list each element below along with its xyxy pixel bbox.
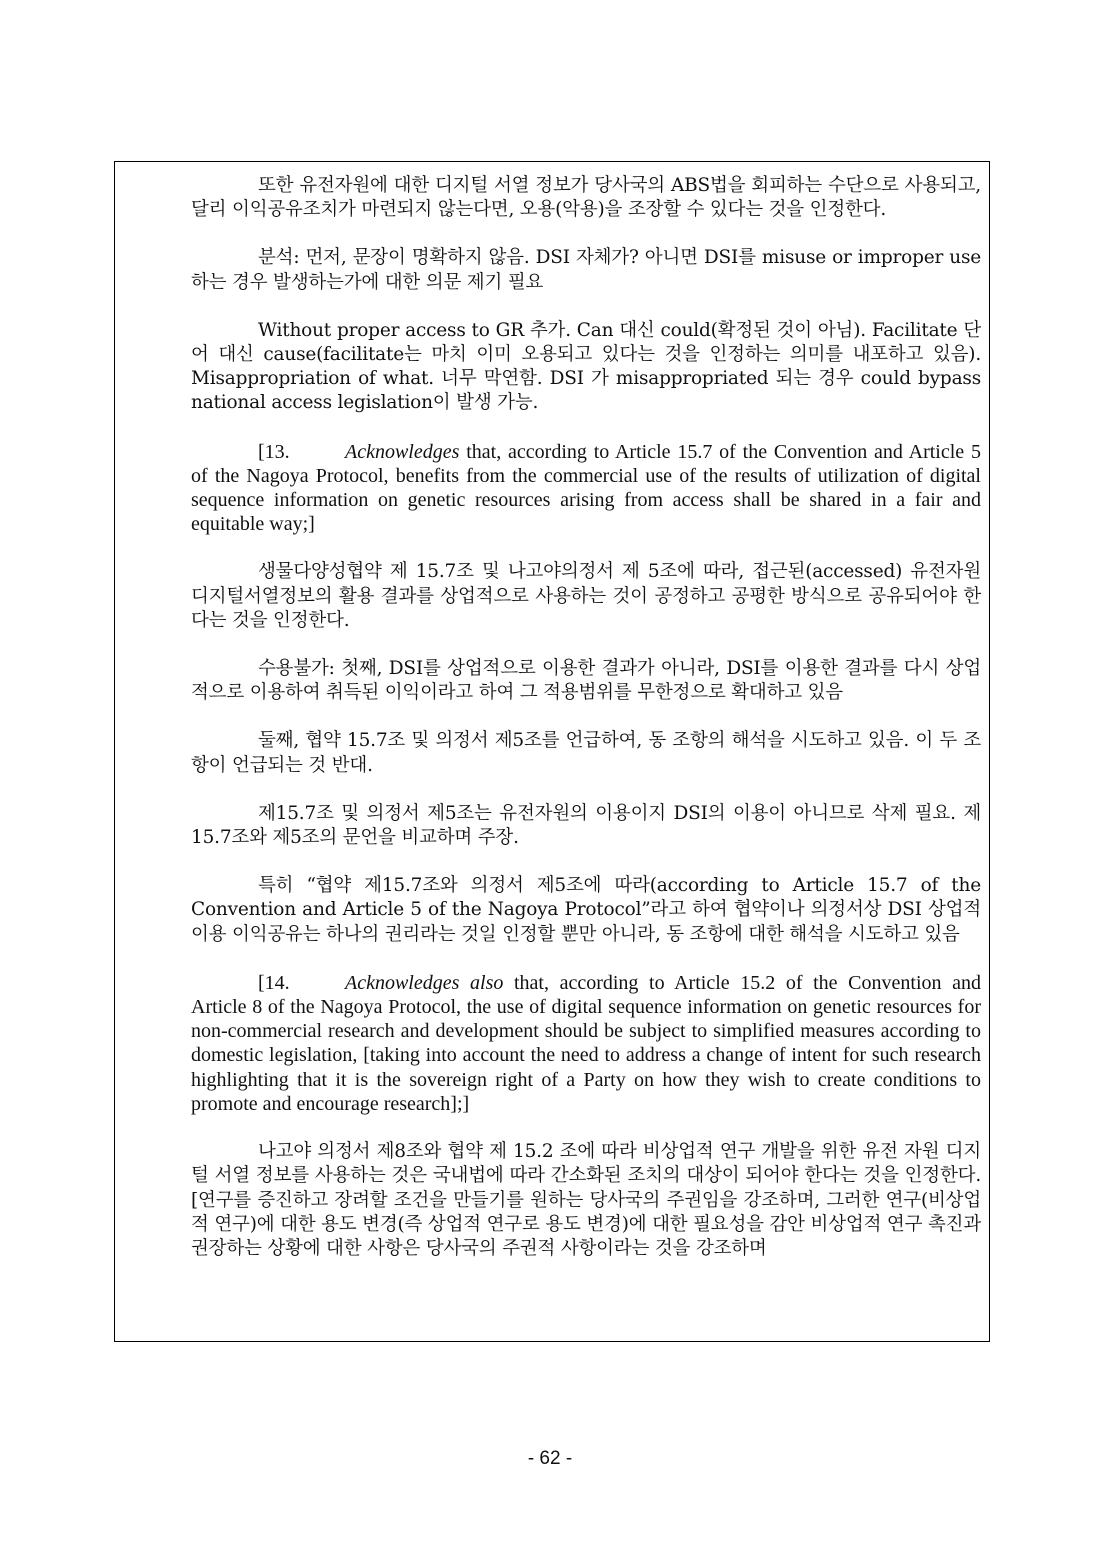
page-number: - 62 - xyxy=(527,1448,573,1469)
paragraph-13-translation: 생물다양성협약 제 15.7조 및 나고야의정서 제 5조에 따라, 접근된(accessed) 유전자원 디지털서열정보의 활용 결과를 상업적으로 사용하는 것이 공정하고 공평한 방식으로 공유되어야 한다는 것을 인정한다. xyxy=(191,561,981,631)
paragraph-body: that, according to Article 15.2 of the Convention and Article 8 of the Nagoya Protocol, the use of digital sequence information on genetic resources for non-commercial research and development should be subject to simplified measures according to domestic legislation, [taking into account the need to address a change of intent for such research highlighting that it is the sovereign right of a Party on how they wish to create conditions to promote and encourage research];] xyxy=(191,971,981,1115)
operative-verb: Acknowledges also xyxy=(345,971,504,994)
paragraph-ko-acknowledge-misuse: 또한 유전자원에 대한 디지털 서열 정보가 당사국의 ABS법을 회피하는 수단으로 사용되고, 달리 이익공유조치가 마련되지 않는다면, 오용(악용)을 조장할 수 있다는 것을 인정한다. xyxy=(191,175,981,221)
paragraph-wording-comments: Without proper access to GR 추가. Can 대신 could(확정된 것이 아님). Facilitate 단어 대신 cause(facilitate는 마치 이미 오용되고 있다는 것을 인정하는 의미를 내포하고 있음). Misappropriation of what. 너무 막연함. DSI 가 misappropriated 되는 경우 could bypass national access legislation이 발생 가능. xyxy=(191,319,981,414)
document-body xyxy=(191,174,981,1285)
paragraph-delete-needed: 제15.7조 및 의정서 제5조는 유전자원의 이용이지 DSI의 이용이 아니므로 삭제 필요. 제15.7조와 제5조의 문언을 비교하며 주장. xyxy=(191,802,981,849)
paragraph-second-point: 둘째, 협약 15.7조 및 의정서 제5조를 언급하여, 동 조항의 해석을 시도하고 있음. 이 두 조항이 언급되는 것 반대. xyxy=(191,730,981,776)
paragraph-number: [14. xyxy=(258,971,290,994)
paragraph-analysis: 분석: 먼저, 문장이 명확하지 않음. DSI 자체가? 아니면 DSI를 misuse or improper use하는 경우 발생하는가에 대한 의문 제기 필요 xyxy=(191,247,981,293)
paragraph-especially: 특히 “협약 제15.7조와 의정서 제5조에 따라(according to Article 15.7 of the Convention and Article 5 of the Nagoya Protocol”라고 하여 협약이나 의정서상 DSI 상업적 이용 이익공유는 하나의 권리라는 것일 인정할 뿐만 아니라, 동 조항에 대한 해석을 시도하고 있음 xyxy=(191,875,981,945)
paragraph-not-acceptable: 수용불가: 첫째, DSI를 상업적으로 이용한 결과가 아니라, DSI를 이용한 결과를 다시 상업적으로 이용하여 취득된 이익이라고 하여 그 적용범위를 무한정으로 확대하고 있음 xyxy=(191,658,981,704)
paragraph-body: that, according to Article 15.7 of the Convention and Article 5 of the Nagoya Protocol, benefits from the commercial use of the results of utilization of digital sequence information on genetic resources arising from access shall be shared in a fair and equitable way;] xyxy=(191,440,981,536)
paragraph-13 xyxy=(191,440,981,537)
paragraph-14-translation: 나고야 의정서 제8조와 협약 제 15.2 조에 따라 비상업적 연구 개발을 위한 유전 자원 디지털 서열 정보를 사용하는 것은 국내법에 따라 간소화된 조치의 대상이 되어야 한다는 것을 인정한다. [연구를 증진하고 장려할 조건을 만들기를 원하는 당사국의 주권임을 강조하며, 그러한 연구(비상업적 연구)에 대한 용도 변경(즉 상업적 연구로 용도 변경)에 대한 필요성을 감안 비상업적 연구 촉진과 권장하는 상황에 대한 사항은 당사국의 주권적 사항이라는 것을 강조하며 xyxy=(191,1141,981,1259)
paragraph-14 xyxy=(191,971,981,1116)
paragraph-number: [13. xyxy=(258,440,290,463)
operative-verb: Acknowledges xyxy=(345,440,460,463)
